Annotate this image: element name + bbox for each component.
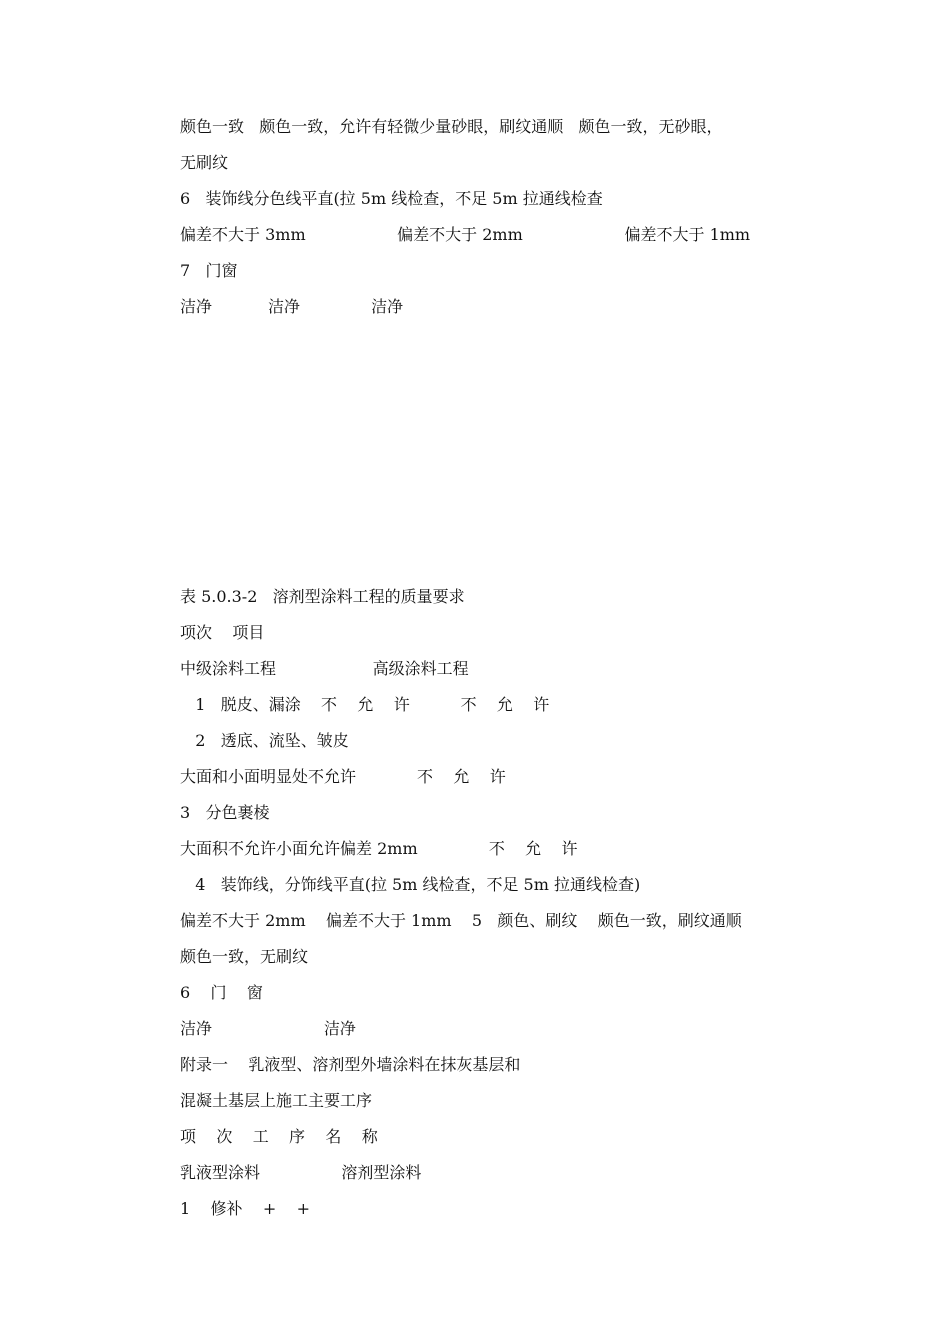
appendix-title: 附录一 乳液型、溶剂型外墙涂料在抹灰基层和 — [180, 1055, 521, 1074]
text-line-13: 3 分色裹棱 — [180, 803, 270, 822]
text-line-10: 1 脱皮、漏涂 不 允 许 不 允 许 — [180, 695, 550, 714]
text-line-22: 项 次 工 序 名 称 — [180, 1127, 378, 1146]
text-line-1: 颇色一致 颇色一致，允许有轻微少量砂眼，刷纹通顺 颇色一致，无砂眼， — [180, 117, 723, 136]
text-line-9: 中级涂料工程 高级涂料工程 — [180, 659, 469, 678]
text-line-12: 大面和小面明显处不允许 不 允 许 — [180, 767, 506, 786]
appendix-subtitle: 混凝土基层上施工主要工序 — [180, 1091, 373, 1110]
text-line-17: 颇色一致，无刷纹 — [180, 947, 309, 966]
text-line-15: 4 装饰线，分饰线平直(拉 5m 线检查，不足 5m 拉通线检查) — [180, 875, 641, 894]
text-line-19: 洁净 洁净 — [180, 1019, 356, 1038]
text-line-23: 乳液型涂料 溶剂型涂料 — [180, 1163, 422, 1182]
text-line-18: 6 门 窗 — [180, 983, 263, 1002]
text-line-24: 1 修补 + + — [180, 1199, 311, 1218]
text-line-5: 7 门窗 — [180, 261, 238, 280]
text-line-11: 2 透底、流坠、皱皮 — [180, 731, 349, 750]
text-line-16: 偏差不大于 2mm 偏差不大于 1mm 5 颜色、刷纹 颇色一致，刷纹通顺 — [180, 911, 742, 930]
text-line-6: 洁净 洁净 洁净 — [180, 297, 404, 316]
table-caption: 表 5.0.3-2 溶剂型涂料工程的质量要求 — [180, 587, 465, 606]
text-line-3: 6 装饰线分色线平直(拉 5m 线检查，不足 5m 拉通线检查 — [180, 189, 603, 208]
text-line-4: 偏差不大于 3mm 偏差不大于 2mm 偏差不大于 1mm — [180, 225, 751, 244]
text-line-14: 大面积不允许小面允许偏差 2mm 不 允 许 — [180, 839, 578, 858]
text-line-8: 项次 项目 — [180, 623, 265, 642]
text-line-2: 无刷纹 — [180, 153, 229, 172]
